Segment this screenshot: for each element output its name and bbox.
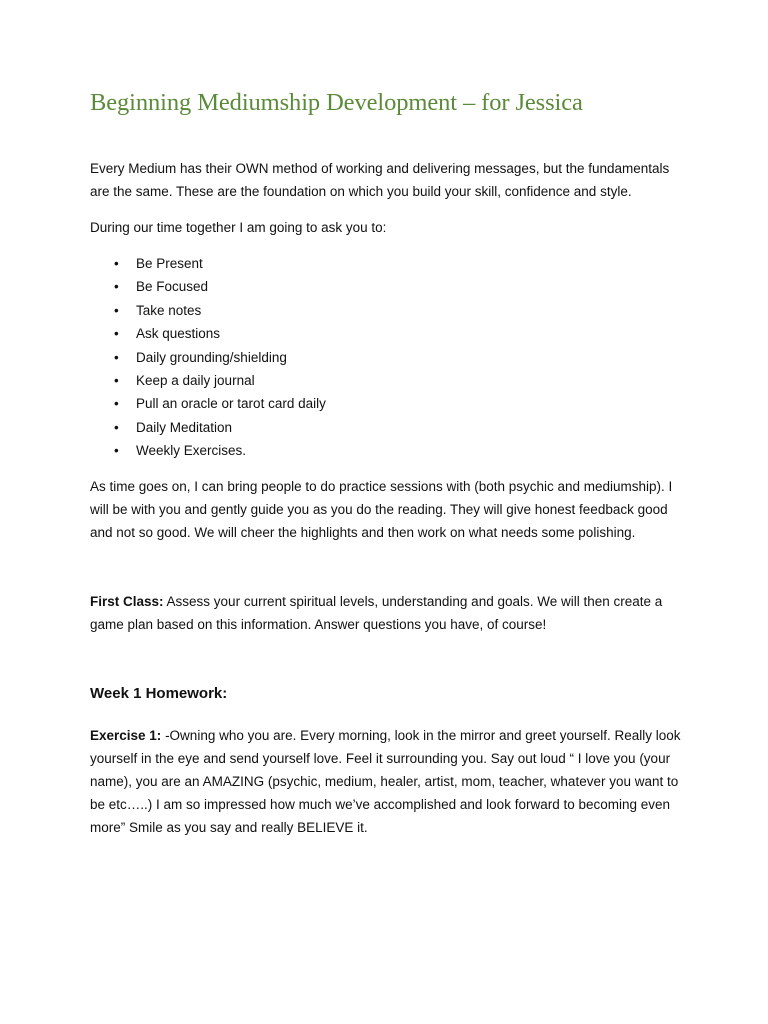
bullet-icon: • (114, 443, 119, 459)
bullet-icon: • (114, 419, 119, 435)
document-title: Beginning Mediumship Development – for Jessica (90, 89, 583, 116)
bullet-icon: • (114, 279, 119, 295)
ask-lead-paragraph: During our time together I am going to ask you to: (90, 220, 387, 235)
spacer (90, 557, 690, 590)
list-item (90, 322, 690, 345)
exercise1-text: -Owning who you are. Every morning, look in the mirror and greet yourself. Really look yourself in the eye and send yourself love. Feel it surrounding you. Say out loud “ I love you (your name), you are an AMAZING (psychic, medium, healer, artist, mom, teacher, whatever you want to be etc…..) I am so impressed how much we’ve accomplished and look forward to becoming even more” Smile as you say and really BELIEVE it. (90, 727, 681, 835)
list-item (90, 439, 690, 462)
bullet-icon: • (114, 326, 119, 342)
list-item-text: Pull an oracle or tarot card daily (136, 396, 326, 412)
bullet-icon: • (114, 396, 119, 412)
list-item-text: Weekly Exercises. (136, 443, 247, 459)
bullet-icon: • (114, 302, 119, 318)
first-class-text: Assess your current spiritual levels, understanding and goals. We will then create a game plan based on this information. Answer questions you have, of course! (90, 593, 663, 632)
list-item (90, 369, 690, 392)
requirements-list (90, 252, 690, 463)
list-item-text: Keep a daily journal (136, 373, 255, 389)
list-item-text: Daily grounding/shielding (136, 349, 287, 365)
list-item (90, 299, 690, 322)
exercise1-label: Exercise 1: (90, 727, 162, 743)
bullet-icon: • (114, 256, 119, 271)
list-item (90, 346, 690, 369)
list-item-text: Daily Meditation (136, 419, 233, 435)
list-item-text: Be Present (136, 256, 203, 271)
week1-heading: Week 1 Homework: (90, 684, 228, 702)
list-item (90, 275, 690, 298)
bullet-icon: • (114, 349, 119, 365)
practice-paragraph: As time goes on, I can bring people to do practice sessions with (both psychic and mediumship). I will be with you and gently guide you as you do the reading. They will give honest feedback good and not so good. We will cheer the highlights and then work on what needs some polishing. (90, 478, 673, 540)
list-item-text: Be Focused (136, 279, 209, 295)
list-item (90, 252, 690, 275)
intro-paragraph: Every Medium has their OWN method of working and delivering messages, but the fundamentals are the same. These are the foundation on which you build your skill, confidence and style. (90, 161, 670, 199)
first-class-label: First Class: (90, 593, 164, 609)
exercise1-paragraph (90, 724, 690, 839)
first-class-paragraph (90, 590, 690, 636)
list-item (90, 416, 690, 439)
list-item (90, 392, 690, 415)
list-item-text: Take notes (136, 302, 202, 318)
bullet-icon: • (114, 373, 119, 389)
document-body (90, 86, 690, 852)
list-item-text: Ask questions (136, 326, 221, 342)
